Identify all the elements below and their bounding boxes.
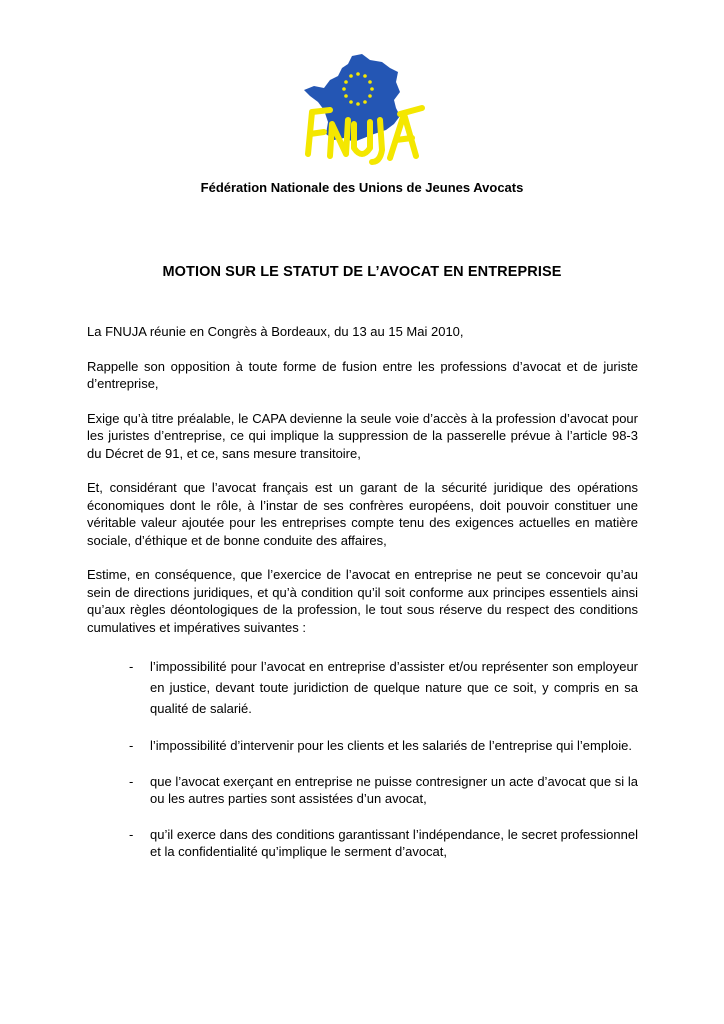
motion-body xyxy=(87,323,638,879)
paragraph-exige: Exige qu’à titre préalable, le CAPA devienne la seule voie d’accès à la profession d’avocat pour les juristes d’entreprise, ce qui implique la suppression de la passerelle prévue à l’article 98-3 du Décret de 91, et ce, sans mesure transitoire, xyxy=(87,410,638,461)
bullet-dash: - xyxy=(129,826,134,842)
list-item xyxy=(87,826,638,861)
bullet-dash: - xyxy=(129,659,134,674)
bullet-dash: - xyxy=(129,773,134,789)
paragraph-intro: La FNUJA réunie en Congrès à Bordeaux, du 13 au 15 Mai 2010, xyxy=(87,324,464,339)
list-item xyxy=(87,656,638,719)
list-item-text: que l’avocat exerçant en entreprise ne puisse contresigner un acte d’avocat que si la ou les autres parties sont assistées d’un avocat, xyxy=(150,773,638,806)
france-map-logo-icon xyxy=(300,50,426,170)
paragraph-considerant: Et, considérant que l’avocat français est un garant de la sécurité juridique des opérations économiques dont le rôle, à l’instar de ses confrères européens, doit pouvoir constituer une véritable valeur ajoutée pour les entreprises compte tenu des exigences actuelles en matière sociale, d’éthique et de bonne conduite des affaires, xyxy=(87,480,638,548)
list-item-text: l’impossibilité d’intervenir pour les clients et les salariés de l’entreprise qui l’emploie. xyxy=(150,738,632,753)
federation-name: Fédération Nationale des Unions de Jeunes Avocats xyxy=(200,180,524,195)
page-title: MOTION SUR LE STATUT DE L’AVOCAT EN ENTREPRISE xyxy=(162,264,562,280)
paragraph-estime: Estime, en conséquence, que l’exercice de l’avocat en entreprise ne peut se concevoir qu’au sein de directions juridiques, et qu’à condition qu’il soit conforme aux principes essentiels ainsi qu’aux règles déontologiques de la profession, le tout sous réserve du respect des conditions cumulatives et impératives suivantes : xyxy=(87,567,638,635)
list-item-text: l’impossibilité pour l’avocat en entreprise d’assister et/ou représenter son employeur en justice, devant toute juridiction de quelque nature que ce soit, y compris en sa qualité de salarié. xyxy=(150,659,638,716)
conditions-list xyxy=(87,656,638,861)
list-item xyxy=(87,773,638,808)
bullet-dash: - xyxy=(129,738,134,753)
list-item xyxy=(87,737,638,755)
paragraph-rappelle: Rappelle son opposition à toute forme de fusion entre les professions d’avocat et de juriste d’entreprise, xyxy=(87,358,638,391)
list-item-text: qu’il exerce dans des conditions garantissant l’indépendance, le secret professionnel et la confidentialité qu’implique le serment d’avocat, xyxy=(150,826,638,859)
fnuja-logo xyxy=(300,50,426,170)
